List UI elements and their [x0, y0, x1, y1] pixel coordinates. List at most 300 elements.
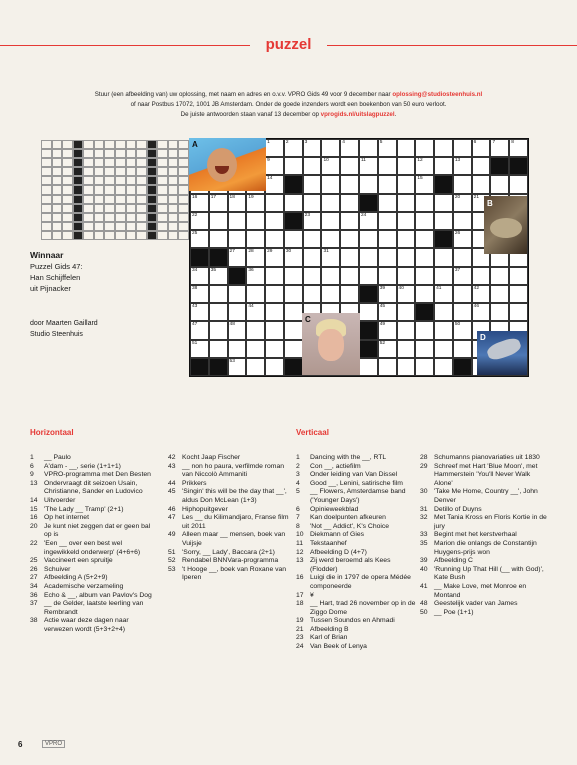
results-link[interactable]: vprogids.nl/uitslagpuzzel — [320, 111, 395, 118]
clue-item — [296, 523, 418, 532]
grid-cell[interactable] — [378, 194, 397, 212]
clue-number: 38 — [30, 617, 38, 625]
grid-cell[interactable] — [190, 194, 209, 212]
grid-cell[interactable] — [397, 175, 416, 193]
clue-text: 'Take Me Home, Country __', John Denver — [434, 488, 538, 504]
grid-cell[interactable] — [246, 230, 265, 248]
clue-number: 31 — [420, 505, 428, 513]
clue-number: 27 — [30, 574, 38, 582]
grid-cell[interactable] — [434, 157, 453, 175]
grid-cell[interactable] — [265, 321, 284, 339]
grid-cell[interactable] — [472, 267, 491, 285]
cell-number: 14 — [267, 176, 273, 182]
grid-cell[interactable] — [453, 139, 472, 157]
clue-number: 52 — [168, 557, 176, 565]
grid-cell[interactable] — [490, 139, 509, 157]
clue-text: A'dam - __, serie (1+1+1) — [44, 462, 121, 470]
grid-cell[interactable] — [265, 340, 284, 358]
clue-item — [420, 557, 550, 566]
grid-cell[interactable] — [340, 248, 359, 266]
grid-cell — [209, 248, 228, 266]
clue-number: 6 — [296, 505, 300, 513]
clue-text: Academische verzameling — [44, 582, 124, 590]
clue-number: 7 — [296, 514, 300, 522]
clue-text: Luigi die in 1797 de opera Médée componeerde — [310, 574, 411, 590]
grid-cell[interactable] — [434, 248, 453, 266]
grid-cell[interactable] — [397, 194, 416, 212]
clue-number: 13 — [296, 557, 304, 565]
horizontal-clues-col2 — [168, 454, 290, 583]
grid-cell[interactable] — [190, 230, 209, 248]
grid-cell[interactable] — [246, 212, 265, 230]
grid-cell[interactable] — [397, 139, 416, 157]
clue-number: 17 — [296, 591, 304, 599]
grid-cell[interactable] — [359, 303, 378, 321]
grid-cell[interactable] — [340, 175, 359, 193]
grid-cell[interactable] — [265, 358, 284, 376]
clue-text: Schuiver — [44, 565, 71, 573]
cell-number: 36 — [248, 267, 254, 273]
grid-cell[interactable] — [434, 358, 453, 376]
grid-cell[interactable] — [359, 248, 378, 266]
cell-number: 43 — [192, 304, 198, 310]
grid-cell[interactable] — [472, 157, 491, 175]
clue-number: 46 — [168, 505, 176, 513]
clue-item — [296, 514, 418, 523]
grid-cell[interactable] — [472, 175, 491, 193]
grid-cell[interactable] — [209, 303, 228, 321]
clue-number: 8 — [296, 522, 300, 530]
clue-number: 39 — [420, 557, 428, 565]
grid-cell — [359, 321, 378, 339]
grid-cell[interactable] — [397, 248, 416, 266]
grid-cell[interactable] — [265, 212, 284, 230]
clue-text: 'Not __ Addict', K's Choice — [310, 522, 390, 530]
grid-cell[interactable] — [434, 194, 453, 212]
grid-cell[interactable] — [246, 248, 265, 266]
winner-heading: Winnaar — [30, 250, 64, 260]
grid-cell[interactable] — [378, 212, 397, 230]
grid-cell[interactable] — [453, 340, 472, 358]
grid-cell[interactable] — [397, 321, 416, 339]
grid-cell[interactable] — [397, 212, 416, 230]
grid-cell[interactable] — [397, 157, 416, 175]
grid-cell[interactable] — [321, 285, 340, 303]
cell-number: 16 — [192, 194, 198, 200]
grid-cell[interactable] — [228, 321, 247, 339]
cell-number: 20 — [454, 194, 461, 200]
clue-item — [420, 540, 550, 557]
grid-cell[interactable] — [284, 321, 303, 339]
clue-text: __ Poe (1+1) — [434, 608, 474, 616]
grid-cell[interactable] — [415, 175, 434, 193]
cell-number: 10 — [323, 158, 329, 164]
grid-cell[interactable] — [303, 194, 322, 212]
grid-cell[interactable] — [284, 248, 303, 266]
clue-item — [168, 549, 290, 558]
grid-cell[interactable] — [415, 194, 434, 212]
grid-cell[interactable] — [434, 212, 453, 230]
grid-cell[interactable] — [265, 303, 284, 321]
grid-cell[interactable] — [434, 321, 453, 339]
grid-cell[interactable] — [509, 139, 528, 157]
grid-cell[interactable] — [321, 194, 340, 212]
grid-cell[interactable] — [265, 175, 284, 193]
grid-cell[interactable] — [378, 358, 397, 376]
grid-cell[interactable] — [378, 303, 397, 321]
clue-item — [168, 463, 290, 480]
grid-cell[interactable] — [246, 340, 265, 358]
author-credit: door Maarten Gaillard Studio Steenhuis — [30, 320, 98, 338]
grid-cell[interactable] — [415, 358, 434, 376]
grid-cell[interactable] — [378, 267, 397, 285]
clue-item — [30, 463, 155, 472]
grid-cell[interactable] — [472, 285, 491, 303]
grid-cell[interactable] — [190, 321, 209, 339]
grid-cell[interactable] — [265, 267, 284, 285]
clue-item — [420, 531, 550, 540]
grid-cell[interactable] — [415, 230, 434, 248]
grid-cell[interactable] — [509, 285, 528, 303]
grid-cell[interactable] — [415, 139, 434, 157]
grid-cell[interactable] — [246, 358, 265, 376]
clue-text: Kocht Jaap Fischer — [182, 454, 241, 461]
grid-cell — [359, 194, 378, 212]
grid-cell[interactable] — [453, 157, 472, 175]
clue-text: Les __ du Kilimandjaro, Franse film uit 2011 — [182, 514, 289, 530]
grid-cell[interactable] — [359, 175, 378, 193]
grid-cell[interactable] — [378, 139, 397, 157]
cell-number: 39 — [379, 285, 386, 291]
cell-number: 42 — [473, 285, 479, 291]
clue-text: 'The Lady __ Tramp' (2+1) — [44, 505, 124, 513]
grid-cell[interactable] — [378, 248, 397, 266]
grid-cell[interactable] — [453, 230, 472, 248]
grid-cell[interactable] — [490, 285, 509, 303]
grid-cell[interactable] — [209, 212, 228, 230]
grid-cell[interactable] — [415, 340, 434, 358]
clue-number: 40 — [420, 565, 428, 573]
clue-number: 10 — [296, 531, 304, 539]
grid-cell[interactable] — [453, 321, 472, 339]
grid-cell[interactable] — [228, 303, 247, 321]
grid-cell[interactable] — [303, 230, 322, 248]
cell-number: 7 — [492, 140, 496, 145]
grid-cell[interactable] — [228, 230, 247, 248]
grid-cell[interactable] — [321, 248, 340, 266]
grid-cell[interactable] — [340, 212, 359, 230]
grid-cell[interactable] — [190, 212, 209, 230]
grid-cell[interactable] — [434, 139, 453, 157]
clue-text: Alleen maar __ mensen, boek van Vuijsje — [182, 531, 286, 547]
grid-cell[interactable] — [397, 303, 416, 321]
grid-cell[interactable] — [209, 285, 228, 303]
grid-cell[interactable] — [434, 303, 453, 321]
grid-cell[interactable] — [415, 267, 434, 285]
cell-number: 23 — [304, 212, 310, 218]
clue-item — [30, 592, 155, 601]
grid-cell[interactable] — [228, 285, 247, 303]
clue-text: Karl of Brian — [310, 634, 348, 642]
photo-d: D — [477, 331, 527, 375]
grid-cell[interactable] — [415, 321, 434, 339]
grid-cell — [359, 340, 378, 358]
clue-text: Afbeelding A (5+2+9) — [44, 574, 108, 582]
clue-item — [420, 463, 550, 489]
grid-cell[interactable] — [397, 285, 416, 303]
cell-number: 18 — [229, 194, 235, 200]
grid-cell[interactable] — [228, 248, 247, 266]
grid-cell[interactable] — [509, 303, 528, 321]
clue-text: Kan doelpunten afkeuren — [310, 514, 386, 522]
clue-number: 12 — [296, 548, 304, 556]
grid-cell[interactable] — [415, 285, 434, 303]
clue-text: __ Make Love, met Monroe en Montand — [434, 582, 527, 599]
cell-number: 22 — [192, 212, 198, 218]
page-number: 6 — [18, 740, 23, 749]
grid-cell[interactable] — [209, 321, 228, 339]
cell-number: 50 — [454, 322, 461, 328]
grid-cell — [453, 358, 472, 376]
grid-cell[interactable] — [359, 358, 378, 376]
grid-cell[interactable] — [340, 139, 359, 157]
grid-cell[interactable] — [453, 212, 472, 230]
grid-cell[interactable] — [490, 175, 509, 193]
grid-cell[interactable] — [490, 303, 509, 321]
grid-cell[interactable] — [434, 285, 453, 303]
grid-cell[interactable] — [453, 267, 472, 285]
grid-cell[interactable] — [359, 157, 378, 175]
grid-cell[interactable] — [284, 139, 303, 157]
clue-number: 23 — [296, 634, 304, 642]
grid-cell[interactable] — [246, 285, 265, 303]
grid-cell[interactable] — [284, 267, 303, 285]
grid-cell[interactable] — [228, 212, 247, 230]
grid-cell[interactable] — [190, 303, 209, 321]
grid-cell[interactable] — [340, 267, 359, 285]
clue-number: 22 — [30, 539, 38, 547]
clue-text: Afbeelding D (4+7) — [310, 548, 367, 556]
grid-cell[interactable] — [415, 248, 434, 266]
grid-cell[interactable] — [378, 321, 397, 339]
clue-number: 25 — [30, 557, 38, 565]
grid-cell[interactable] — [209, 267, 228, 285]
grid-cell[interactable] — [434, 267, 453, 285]
clue-item — [296, 634, 418, 643]
cell-number: 4 — [342, 140, 345, 145]
clue-text: Actie waar deze dagen naar verwezen wordt (5+3+2+4) — [44, 617, 129, 633]
clue-text: Met Tania Kross en Floris Kortie in de jury — [434, 514, 547, 530]
grid-cell[interactable] — [246, 267, 265, 285]
vertical-heading: Verticaal — [296, 428, 329, 437]
grid-cell[interactable] — [209, 194, 228, 212]
grid-cell[interactable] — [265, 285, 284, 303]
grid-cell[interactable] — [284, 230, 303, 248]
clue-text: Tussen Soundos en Ahmadi — [310, 617, 395, 625]
clue-item — [30, 523, 155, 540]
grid-cell[interactable] — [246, 303, 265, 321]
grid-cell[interactable] — [453, 285, 472, 303]
cell-number: 51 — [192, 340, 198, 346]
clue-number: 43 — [168, 462, 176, 470]
clue-text: Op het internet — [44, 514, 89, 522]
grid-cell[interactable] — [284, 285, 303, 303]
submission-email[interactable]: oplossing@studiosteenhuis.nl — [392, 91, 483, 98]
clue-text: __ Flowers, Amsterdamse band ('Younger Days') — [310, 488, 406, 504]
clue-text: Rendabel BNNVara-programma — [182, 557, 279, 565]
clue-number: 33 — [420, 531, 428, 539]
grid-cell[interactable] — [265, 194, 284, 212]
grid-cell[interactable] — [321, 212, 340, 230]
clue-item — [296, 540, 418, 549]
clue-number: 19 — [296, 617, 304, 625]
grid-cell[interactable] — [303, 267, 322, 285]
cell-number: 1 — [267, 140, 270, 145]
grid-cell[interactable] — [378, 157, 397, 175]
cell-number: 52 — [379, 340, 386, 346]
clue-number: 49 — [168, 531, 176, 539]
grid-cell[interactable] — [190, 267, 209, 285]
cell-number: 3 — [304, 140, 308, 145]
clue-number: 26 — [30, 565, 38, 573]
grid-cell — [359, 285, 378, 303]
grid-cell[interactable] — [397, 340, 416, 358]
grid-cell[interactable] — [303, 212, 322, 230]
grid-cell[interactable] — [397, 230, 416, 248]
grid-cell[interactable] — [472, 303, 491, 321]
grid-cell[interactable] — [509, 267, 528, 285]
grid-cell[interactable] — [303, 139, 322, 157]
clue-text: ¥ — [310, 591, 314, 599]
grid-cell[interactable] — [321, 157, 340, 175]
clue-item — [296, 531, 418, 540]
grid-cell[interactable] — [190, 340, 209, 358]
clue-number: 4 — [296, 479, 300, 487]
grid-cell[interactable] — [434, 340, 453, 358]
grid-cell[interactable] — [359, 139, 378, 157]
grid-cell[interactable] — [303, 157, 322, 175]
clue-item — [30, 540, 155, 557]
grid-cell[interactable] — [378, 340, 397, 358]
grid-cell[interactable] — [397, 267, 416, 285]
cell-number: 45 — [379, 304, 386, 310]
grid-cell[interactable] — [359, 267, 378, 285]
grid-cell[interactable] — [359, 230, 378, 248]
clue-item — [30, 574, 155, 583]
grid-cell[interactable] — [246, 194, 265, 212]
clue-text: Detillo of Duyns — [434, 505, 482, 513]
grid-cell[interactable] — [340, 194, 359, 212]
grid-cell[interactable] — [472, 139, 491, 157]
grid-cell[interactable] — [415, 212, 434, 230]
grid-cell[interactable] — [246, 321, 265, 339]
grid-cell — [190, 358, 209, 376]
clue-item — [296, 592, 418, 601]
grid-cell[interactable] — [415, 157, 434, 175]
clue-text: Uitvoerder — [44, 496, 76, 504]
grid-cell[interactable] — [284, 157, 303, 175]
grid-cell[interactable] — [359, 212, 378, 230]
grid-cell[interactable] — [190, 285, 209, 303]
grid-cell[interactable] — [453, 248, 472, 266]
grid-cell — [434, 175, 453, 193]
clue-number: 53 — [168, 565, 176, 573]
clue-text: 'Sorry, __ Lady', Baccara (2+1) — [182, 548, 275, 556]
clue-item — [30, 471, 155, 480]
clue-item — [30, 480, 155, 497]
grid-cell[interactable] — [397, 358, 416, 376]
clue-text: Afbeelding B — [310, 625, 349, 633]
clue-text: Schumanns pianovariaties uit 1830 — [434, 454, 540, 461]
grid-cell[interactable] — [321, 267, 340, 285]
clue-text: Afbeelding C — [434, 557, 473, 565]
grid-cell[interactable] — [284, 340, 303, 358]
page-title: puzzel — [0, 36, 577, 53]
grid-cell[interactable] — [509, 175, 528, 193]
clue-item — [296, 626, 418, 635]
clue-text: Marion die onlangs de Constantijn Huygens-prijs won — [434, 539, 537, 556]
grid-cell — [190, 248, 209, 266]
grid-cell[interactable] — [321, 175, 340, 193]
grid-cell[interactable] — [209, 230, 228, 248]
cell-number: 34 — [192, 267, 198, 273]
grid-cell[interactable] — [303, 248, 322, 266]
clue-item — [296, 617, 418, 626]
grid-cell[interactable] — [340, 157, 359, 175]
clue-number: 20 — [30, 522, 38, 530]
vertical-clues-col2 — [420, 454, 550, 617]
grid-cell — [284, 212, 303, 230]
grid-cell[interactable] — [321, 230, 340, 248]
grid-cell[interactable] — [340, 285, 359, 303]
grid-cell[interactable] — [209, 340, 228, 358]
grid-cell[interactable] — [228, 194, 247, 212]
grid-cell[interactable] — [490, 267, 509, 285]
grid-cell[interactable] — [340, 230, 359, 248]
grid-cell[interactable] — [265, 230, 284, 248]
grid-cell[interactable] — [378, 285, 397, 303]
clue-item — [296, 557, 418, 574]
grid-cell[interactable] — [265, 139, 284, 157]
clue-text: 'Singin' this will be the day that __', aldus Don McLean (1+3) — [182, 488, 287, 504]
grid-cell[interactable] — [303, 285, 322, 303]
clue-text: Begint met het kerstverhaal — [434, 531, 517, 539]
grid-cell[interactable] — [228, 340, 247, 358]
grid-cell[interactable] — [265, 248, 284, 266]
grid-cell[interactable] — [378, 230, 397, 248]
photo-b: B — [484, 196, 527, 254]
grid-cell[interactable] — [265, 157, 284, 175]
clue-item — [296, 480, 418, 489]
grid-cell[interactable] — [303, 175, 322, 193]
clue-number: 24 — [296, 643, 304, 651]
clue-item — [30, 497, 155, 506]
grid-cell[interactable] — [453, 303, 472, 321]
clue-number: 36 — [30, 591, 38, 599]
grid-cell[interactable] — [453, 175, 472, 193]
grid-cell[interactable] — [228, 358, 247, 376]
clue-number: 42 — [168, 454, 176, 461]
clue-item — [168, 454, 290, 463]
grid-cell[interactable] — [284, 194, 303, 212]
clue-text: Je kunt niet zeggen dat er geen bal op is — [44, 522, 151, 539]
grid-cell[interactable] — [453, 194, 472, 212]
cell-number: 2 — [285, 140, 289, 145]
grid-cell[interactable] — [378, 175, 397, 193]
grid-cell[interactable] — [321, 139, 340, 157]
grid-cell[interactable] — [284, 303, 303, 321]
clue-text: Con __, actiefilm — [310, 462, 361, 470]
